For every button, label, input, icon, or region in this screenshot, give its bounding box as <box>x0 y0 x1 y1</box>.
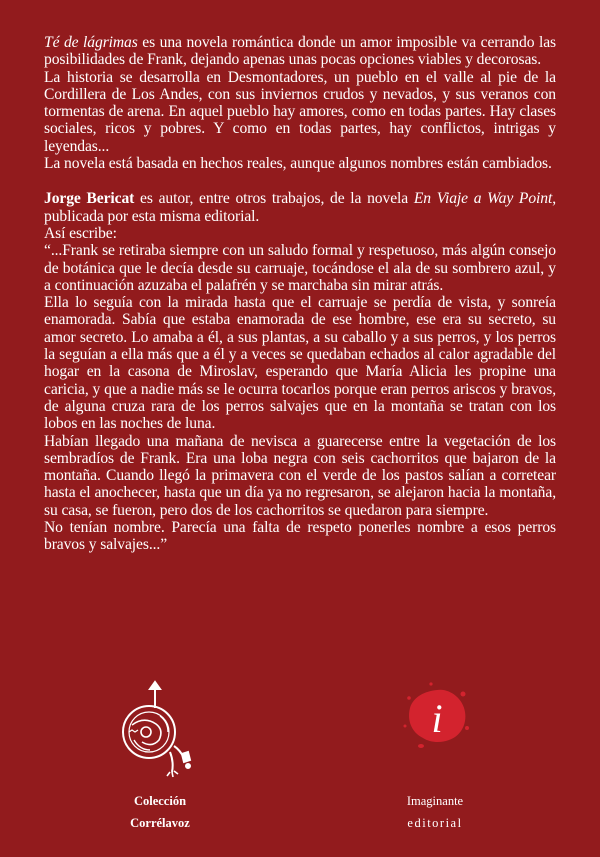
excerpt-paragraph-1: “...Frank se retiraba siempre con un saludo formal y respetuoso, más algún consejo de botánica que le decía desde su carruaje, tocándose el ala de su sombrero azul, y a continuación azuzaba el palafrén y se marchaba sin mirar atrás. <box>44 242 556 294</box>
author-name: Jorge Bericat <box>44 190 135 208</box>
synopsis-paragraph-1 <box>44 34 556 69</box>
excerpt-paragraph-2: Ella lo seguía con la mirada hasta que el carruaje se perdía de vista, y sonreía enamorada. Sabía que estaba enamorada de ese hombre, ese era su secreto, su amor secreto. Lo amaba a él, a sus plantas, a su caballo y a sus perros, y los perros la seguían a ella más que a él y a veces se quedaban echados al calor agradable del hogar en la casona de Miroslav, esperando que María Alicia les propine una caricia, y que a nadie más se le ocurra tocarlos porque eran perros ariscos y bravos, de alguna cruza rara de los perros salvajes que en la montaña se tratan con los lobos en las noches de luna. <box>44 294 556 433</box>
synopsis-text-1: es una novela romántica donde un amor imposible va cerrando las posibilidades de Frank, dejando apenas unas pocas opciones viables y decorosas. <box>44 34 556 69</box>
ink-splash-i-icon <box>401 680 473 776</box>
asi-escribe-label: Así escribe: <box>44 224 117 242</box>
publisher-label: Imaginante editorial <box>406 794 464 830</box>
back-cover-text <box>44 34 556 554</box>
tribal-shield-warrior-icon <box>104 680 214 785</box>
author-bio: Jorge Bericat es autor, entre otros trabajos, de la novela En Viaje a Way Point, publicada por esta misma editorial. <box>44 190 556 225</box>
excerpt-paragraph-3: Habían llegado una mañana de nevisca a guarecerse entre la vegetación de los sembradíos de Frank. Era una loba negra con seis cachorritos que bajaron de la montaña. Cuando llegó la primavera con el verde de los pastos salían a corretear hasta el anochecer, hasta que un día ya no regresaron, se alejaron hacia la montaña, su casa, se fueron, pero dos de los cachorritos se quedaron para siempre. <box>44 432 556 519</box>
collection-label: Colección Corrélavoz <box>130 794 190 830</box>
synopsis-paragraph-2: La historia se desarrolla en Desmontadores, un pueblo en el valle al pie de la Cordillera de Los Andes, con sus inviernos crudos y nevados, y sus veranos con tormentas de arena. En aquel pueblo hay amores, como en todas partes. Hay clases sociales, ricos y pobres. Y como en todas partes, hay conflictos, intrigas y leyendas... <box>44 68 556 155</box>
logo-letter: i <box>431 696 443 741</box>
book-title: Té de lágrimas <box>44 34 138 51</box>
other-novel-title: En Viaje a Way Point <box>413 190 553 208</box>
excerpt-paragraph-4: No tenían nombre. Parecía una falta de respeto ponerles nombre a esos perros bravos y salvajes...” <box>44 519 556 554</box>
synopsis-paragraph-3: La novela está basada en hechos reales, aunque algunos nombres están cambiados. <box>44 155 552 173</box>
